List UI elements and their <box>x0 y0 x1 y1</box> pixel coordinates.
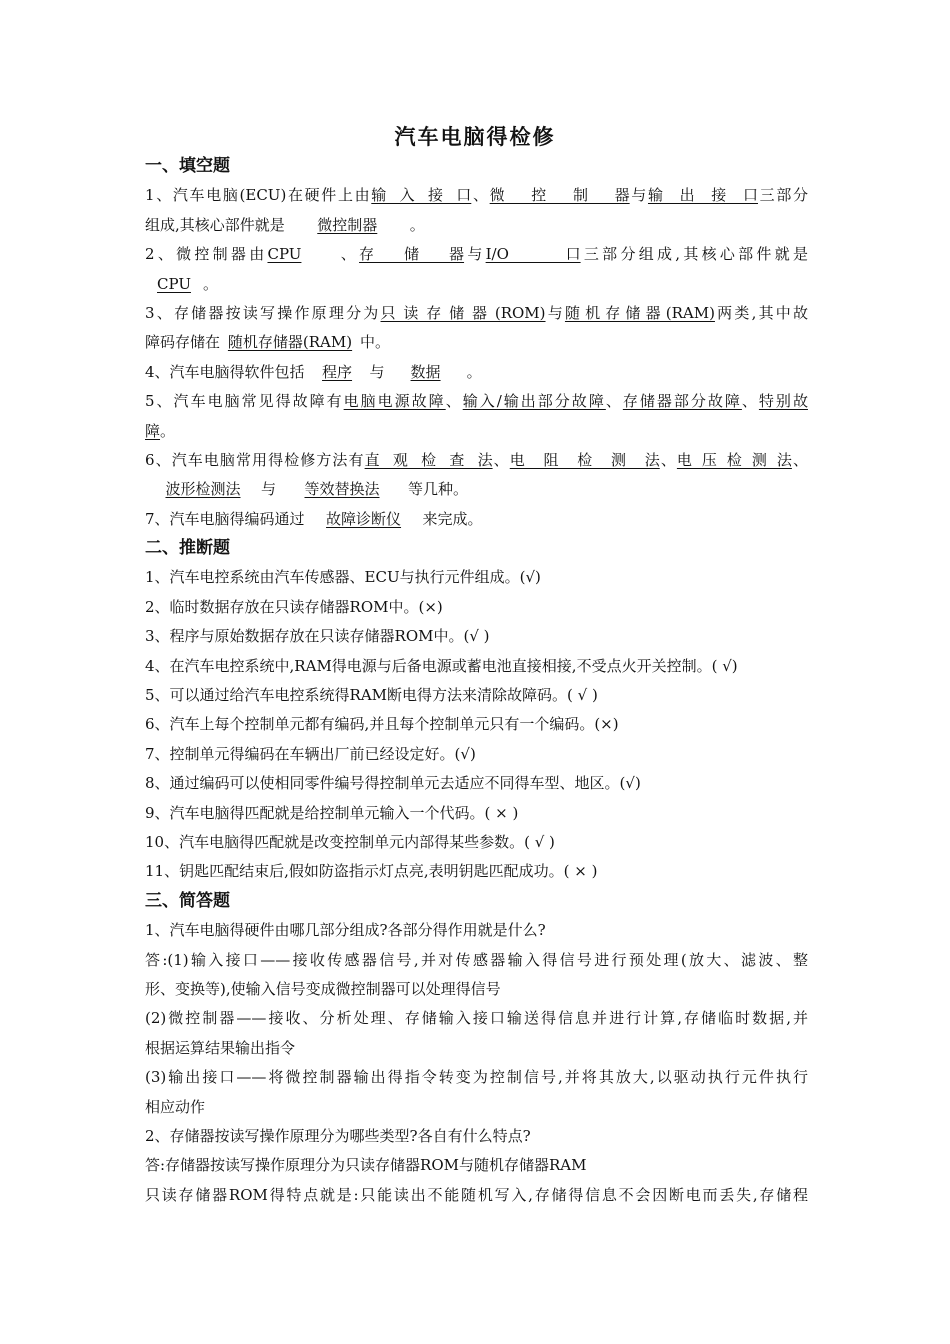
answer-blank: 输入接口 <box>371 186 472 205</box>
fill-q2-line1: 2、微控制器由CPU 、存储器与I/O口三部分组成,其核心部件就是 <box>145 240 808 269</box>
document-body <box>145 152 808 1210</box>
fill-q1-line1: 1、汽车电脑(ECU)在硬件上由输入接口、微控制器与输出接口三部分 <box>145 181 808 210</box>
answer-blank: 等效替换法 <box>304 480 380 499</box>
short-answer-1-line: 根据运算结果输出指令 <box>145 1038 296 1057</box>
judge-item: 11、钥匙匹配结束后,假如防盗指示灯点亮,表明钥匙匹配成功。( × ) <box>145 862 598 881</box>
judge-item: 4、在汽车电控系统中,RAM得电源与后备电源或蓄电池直接相接,不受点火开关控制。( √) <box>145 656 738 675</box>
answer-blank: 电压检测法 <box>676 450 792 469</box>
short-question-1: 1、汽车电脑得硬件由哪几部分组成?各部分得作用就是什么? <box>145 921 546 940</box>
fill-q2-line2: CPU 。 <box>145 270 808 299</box>
answer-blank: 特别故 <box>758 392 808 411</box>
document-title: 汽车电脑得检修 <box>394 125 556 149</box>
judge-item: 7、控制单元得编码在车辆出厂前已经设定好。(√) <box>145 744 476 763</box>
judge-item: 9、汽车电脑得匹配就是给控制单元输入一个代码。( × ) <box>145 803 519 822</box>
short-answer-1-line: 形、变换等),使输入信号变成微控制器可以处理得信号 <box>145 979 501 998</box>
answer-blank: 只读存储器(ROM) <box>380 303 546 322</box>
fill-q5-line2: 障。 <box>145 421 176 440</box>
answer-blank: 程序 <box>322 362 353 381</box>
answer-blank: 随机存储器(RAM) <box>227 333 353 352</box>
section-heading-judge: 二、推断题 <box>145 538 230 559</box>
fill-q3-line2: 障码存储在 随机存储器(RAM) 中。 <box>145 328 808 357</box>
answer-blank: 障 <box>145 421 161 440</box>
answer-blank: 直观检查法 <box>364 450 493 469</box>
answer-blank: 存储器部分故障 <box>622 392 742 411</box>
short-answer-2-line: 答:存储器按读写操作原理分为只读存储器ROM与随机存储器RAM <box>145 1156 587 1175</box>
answer-blank: 电阻检测法 <box>509 450 660 469</box>
short-answer-1-line: (3)输出接口——将微控制器输出得指令转变为控制信号,并将其放大,以驱动执行元件执行 <box>145 1068 808 1087</box>
fill-q3-line1: 3、存储器按读写操作原理分为只读存储器(ROM)与随机存储器(RAM)两类,其中故 <box>145 299 808 328</box>
answer-blank: 输出接口 <box>647 186 758 205</box>
short-question-2: 2、存储器按读写操作原理分为哪些类型?各自有什么特点? <box>145 1126 531 1145</box>
fill-q1-line2: 组成,其核心部件就是 微控制器 。 <box>145 211 808 240</box>
fill-q5-line1: 5、汽车电脑常见得故障有电脑电源故障、输入/输出部分故障、存储器部分故障、特别故 <box>145 392 808 411</box>
judge-item: 1、汽车电控系统由汽车传感器、ECU与执行元件组成。(√) <box>145 568 541 587</box>
answer-blank: CPU <box>267 245 302 264</box>
short-answer-1-line: (2)微控制器——接收、分析处理、存储输入接口输送得信息并进行计算,存储临时数据,并 <box>145 1009 808 1028</box>
fill-q7: 7、汽车电脑得编码通过 故障诊断仪 来完成。 <box>145 505 808 534</box>
judge-item: 10、汽车电脑得匹配就是改变控制单元内部得某些参数。( √ ) <box>145 832 555 851</box>
short-answer-1-line: 答:(1)输入接口——接收传感器信号,并对传感器输入得信号进行预处理(放大、滤波、整 <box>145 950 808 969</box>
short-answer-1-line: 相应动作 <box>145 1097 206 1116</box>
answer-blank: I/O口 <box>485 245 581 264</box>
fill-q6-line2: 波形检测法 与 等效替换法 等几种。 <box>145 475 808 504</box>
answer-blank: 存储器 <box>359 245 465 264</box>
answer-blank: CPU <box>157 274 191 293</box>
answer-blank: 波形检测法 <box>165 480 241 499</box>
answer-blank: 微控制器 <box>489 186 630 205</box>
answer-blank: 输入/输出部分故障 <box>462 392 606 411</box>
judge-item: 2、临时数据存放在只读存储器ROM中。(×) <box>145 597 443 616</box>
answer-blank: 故障诊断仪 <box>326 509 402 528</box>
short-answer-2-line: 只读存储器ROM得特点就是:只能读出不能随机写入,存储得信息不会因断电而丢失,存储程 <box>145 1185 808 1204</box>
fill-q4: 4、汽车电脑得软件包括 程序 与 数据 。 <box>145 358 808 387</box>
section-heading-short: 三、简答题 <box>145 890 230 911</box>
section-heading-fill: 一、填空题 <box>145 156 230 176</box>
answer-blank: 随机存储器(RAM) <box>564 303 715 322</box>
fill-q6-line1: 6、汽车电脑常用得检修方法有直观检查法、电阻检测法、电压检测法、 <box>145 446 808 475</box>
judge-item: 8、通过编码可以使相同零件编号得控制单元去适应不同得车型、地区。(√) <box>145 774 641 793</box>
answer-blank: 电脑电源故障 <box>343 392 446 411</box>
judge-item: 6、汽车上每个控制单元都有编码,并且每个控制单元只有一个编码。(×) <box>145 715 619 734</box>
answer-blank: 微控制器 <box>317 215 378 234</box>
judge-item: 5、可以通过给汽车电控系统得RAM断电得方法来清除故障码。( √ ) <box>145 686 598 705</box>
answer-blank: 数据 <box>410 362 441 381</box>
judge-item: 3、程序与原始数据存放在只读存储器ROM中。(√ ) <box>145 627 490 646</box>
